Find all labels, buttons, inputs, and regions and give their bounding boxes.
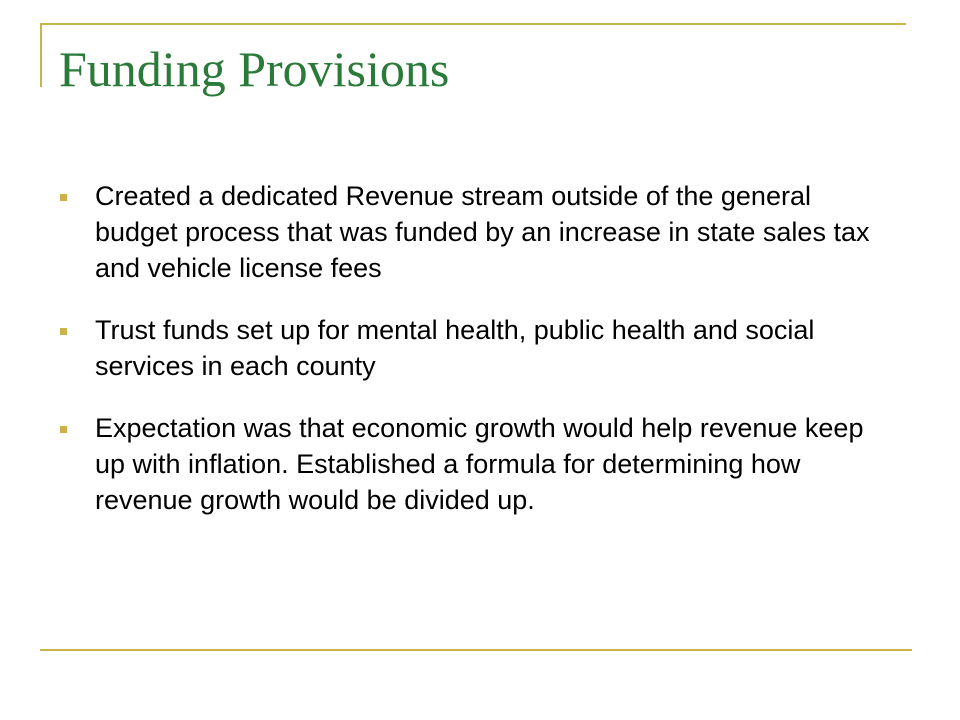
top-rule xyxy=(40,23,906,25)
square-bullet-icon xyxy=(60,194,67,201)
bullet-text: Trust funds set up for mental health, public health and social services in each county xyxy=(95,315,815,381)
slide-title: Funding Provisions xyxy=(59,41,450,97)
bullet-list xyxy=(60,178,880,544)
bottom-rule xyxy=(40,649,912,651)
square-bullet-icon xyxy=(60,426,67,433)
bullet-text: Expectation was that economic growth would help revenue keep up with inflation. Established a formula for determining how revenue growth would be divided up. xyxy=(95,413,864,515)
left-rule xyxy=(40,23,42,87)
bullet-text: Created a dedicated Revenue stream outside of the general budget process that was funded by an increase in state sales tax and vehicle license fees xyxy=(95,181,870,283)
bullet-item-revenue-stream xyxy=(60,178,880,286)
bullet-item-trust-funds xyxy=(60,312,880,384)
bullet-item-economic-growth xyxy=(60,410,880,518)
square-bullet-icon xyxy=(60,328,67,335)
